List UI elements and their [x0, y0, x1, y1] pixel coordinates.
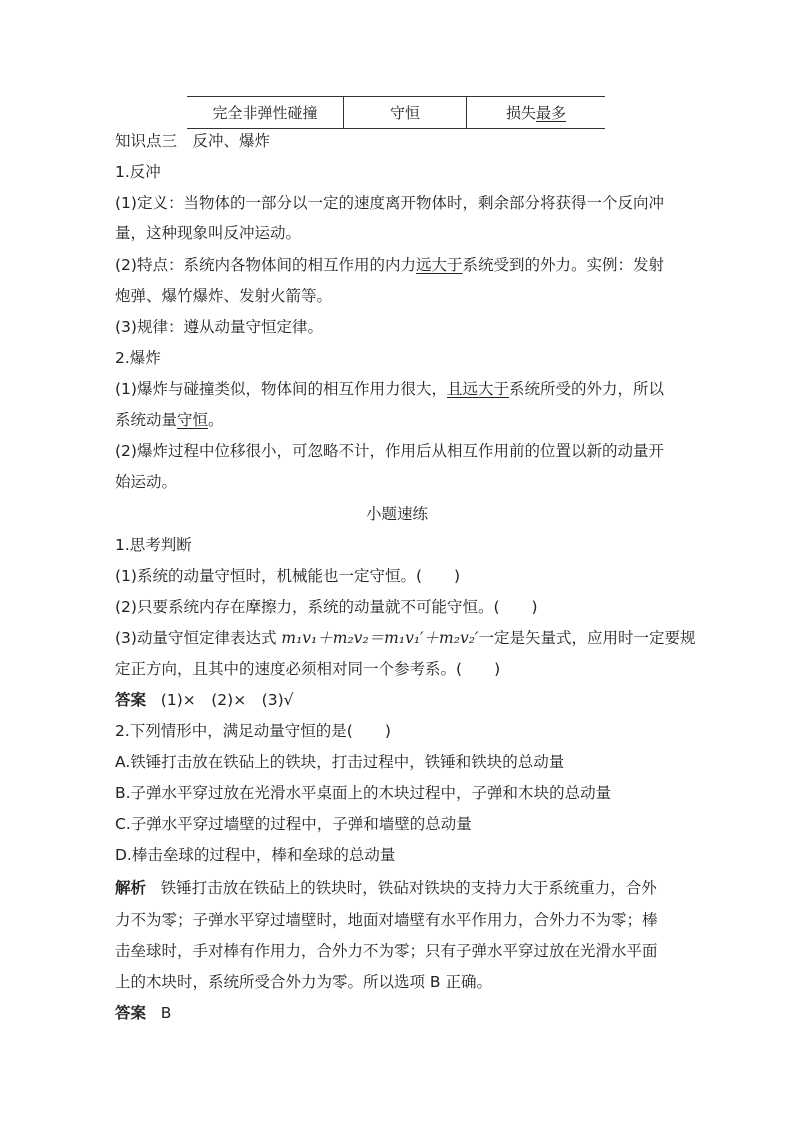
explosion-heading: 2.爆炸 [115, 349, 161, 367]
q2-option-c: C.子弹水平穿过墙壁的过程中，子弹和墙壁的总动量 [115, 815, 472, 833]
text-run: ) [384, 722, 391, 740]
recoil-feature-line2: 炮弹、爆竹爆炸、发射火箭等。 [115, 287, 333, 305]
text-run: 2.下列情形中，满足动量守恒的是( [115, 722, 353, 740]
explosion-p1-line2 [115, 409, 224, 431]
underlined-term: 远大于 [415, 256, 463, 274]
underlined-term: 且远大于 [446, 380, 509, 398]
text-run: ) [454, 567, 461, 585]
energy-prefix: 损失 [505, 104, 536, 122]
table-row-inelastic [187, 96, 605, 129]
text-run: 。 [208, 411, 224, 429]
text-run: 定正方向，且其中的速度必须相对同一个参考系。( [115, 660, 463, 678]
energy-underlined: 最多 [536, 104, 567, 122]
q2-analysis-line2: 力不为零；子弹水平穿过墙壁时，地面对墙壁有水平作用力，合外力不为零；棒 [115, 911, 658, 929]
q2-option-d: D.棒击垒球的过程中，棒和垒球的总动量 [115, 846, 396, 864]
momentum-cell: 守恒 [344, 97, 467, 128]
section-title: 知识点三 反冲、爆炸 [115, 132, 271, 150]
text-run: (1)系统的动量守恒时，机械能也一定守恒。( [115, 567, 423, 585]
q2-option-a: A.铁锤打击放在铁砧上的铁块，打击过程中，铁锤和铁块的总动量 [115, 753, 565, 771]
text-run: (1)爆炸与碰撞类似，物体间的相互作用力很大， [115, 380, 447, 398]
recoil-def-line1: (1)定义：当物体的一部分以一定的速度离开物体时，剩余部分将获得一个反向冲 [115, 194, 664, 212]
explosion-p2-line2: 始运动。 [115, 473, 178, 491]
answer-label: 答案 [115, 691, 147, 709]
q1-statement3-line2 [115, 658, 500, 680]
q2-option-b: B.子弹水平穿过放在光滑水平桌面上的木块过程中，子弹和木块的总动量 [115, 784, 612, 802]
text-run: 铁锤打击放在铁砧上的铁块时，铁砧对铁块的支持力大于系统重力，合外 [160, 879, 657, 897]
explosion-p1-line1 [115, 378, 664, 400]
collision-type-cell: 完全非弹性碰撞 [187, 97, 344, 128]
text-run: 系统所受的外力，所以 [508, 380, 664, 398]
recoil-feature-line1 [115, 254, 664, 276]
text-run: ) [494, 660, 501, 678]
text-run: 系统动量 [115, 411, 178, 429]
answer-label: 答案 [115, 1004, 147, 1022]
q1-answer [115, 689, 294, 711]
recoil-def-line2: 量，这种现象叫反冲运动。 [115, 224, 302, 242]
energy-cell [467, 97, 605, 128]
text-run: 系统受到的外力。实例：发射 [462, 256, 664, 274]
text-run: (2)只要系统内存在摩擦力，系统的动量就不可能守恒。( [115, 598, 500, 616]
q2-analysis-line1 [115, 877, 657, 899]
q2-answer [115, 1002, 171, 1024]
text-run: ) [531, 598, 538, 616]
text-run: (2)特点：系统内各物体间的相互作用的内力 [115, 256, 416, 274]
explosion-p2-line1: (2)爆炸过程中位移很小，可忽略不计，作用后从相互作用前的位置以新的动量开 [115, 442, 664, 460]
q2-stem [115, 720, 391, 742]
q2-analysis-line3: 击垒球时，手对棒有作用力，合外力不为零；只有子弹水平穿过放在光滑水平面 [115, 942, 658, 960]
recoil-law: (3)规律：遵从动量守恒定律。 [115, 318, 323, 336]
q1-heading: 1.思考判断 [115, 536, 192, 554]
analysis-label: 解析 [115, 879, 147, 897]
answer-text: (1)× (2)× (3)√ [160, 691, 294, 709]
q1-statement1 [115, 565, 460, 587]
q1-statement3-line1 [115, 627, 695, 649]
momentum-formula: m₁v₁＋m₂v₂＝m₁v₁′＋m₂v₂′ [281, 629, 479, 647]
q1-statement2 [115, 596, 538, 618]
answer-text: B [160, 1004, 172, 1022]
practice-title: 小题速练 [365, 505, 428, 523]
text-run: 一定是矢量式，应用时一定要规 [478, 629, 696, 647]
text-run: (3)动量守恒定律表达式 [115, 629, 282, 647]
underlined-term: 守恒 [177, 411, 209, 429]
q2-analysis-line4: 上的木块时，系统所受合外力为零。所以选项 B 正确。 [115, 973, 492, 991]
recoil-heading: 1.反冲 [115, 163, 161, 181]
